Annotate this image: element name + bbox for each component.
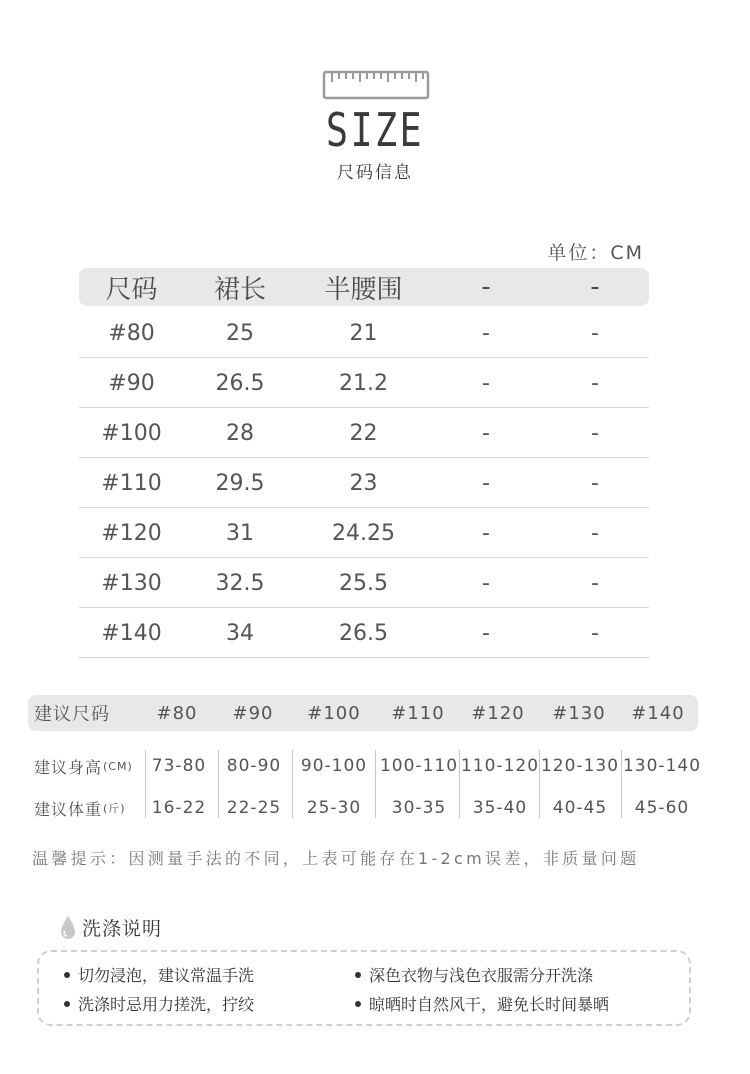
- table-cell: 21.2: [339, 371, 388, 396]
- column-divider: [375, 750, 376, 818]
- table-cell: -: [482, 321, 490, 346]
- suggestion-size: #100: [307, 702, 361, 724]
- table-cell: -: [482, 371, 490, 396]
- suggestion-size: #140: [631, 702, 685, 724]
- measurement-tip: 温馨提示：因测量手法的不同，上表可能存在1-2cm误差，非质量问题: [32, 849, 640, 868]
- size-subtitle: 尺码信息: [337, 163, 413, 183]
- table-cell: 24.25: [332, 521, 395, 546]
- table-row: [79, 558, 649, 608]
- size-title: SIZE: [325, 103, 425, 157]
- table-cell: -: [591, 371, 599, 396]
- header-cell-half-waist: 半腰围: [324, 274, 403, 305]
- height-value: 130-140: [622, 756, 702, 776]
- table-cell: 23: [349, 471, 378, 496]
- table-cell: 29.5: [215, 471, 265, 496]
- suggestion-weight-label: [34, 790, 126, 826]
- suggestion-size: #120: [471, 702, 525, 724]
- table-cell: -: [591, 471, 599, 496]
- bullet-icon: [64, 972, 70, 978]
- water-drop-icon: [60, 915, 76, 941]
- bullet-icon: [64, 1001, 70, 1007]
- unit-label: 单位：CM: [547, 242, 644, 264]
- table-cell: #130: [101, 571, 162, 596]
- washing-item-text: 晾晒时自然风干，避免长时间暴晒: [369, 995, 610, 1014]
- washing-title: [60, 914, 162, 941]
- weight-value: 16-22: [151, 798, 207, 818]
- washing-item: [355, 992, 609, 1015]
- suggestion-size: #80: [156, 702, 198, 724]
- height-value: 80-90: [226, 756, 282, 776]
- weight-value: 25-30: [306, 798, 362, 818]
- suggestion-size: #90: [232, 702, 274, 724]
- weight-value: 30-35: [391, 798, 447, 818]
- suggestion-header: [28, 695, 698, 731]
- washing-item-text: 切勿浸泡，建议常温手洗: [78, 966, 255, 985]
- washing-item-text: 深色衣物与浅色衣服需分开洗涤: [369, 966, 594, 985]
- washing-item-text: 洗涤时忌用力搓洗，拧绞: [78, 995, 255, 1014]
- weight-value: 40-45: [552, 798, 608, 818]
- column-divider: [621, 750, 622, 818]
- table-row: [79, 358, 649, 408]
- column-divider: [145, 750, 146, 818]
- table-cell: 26.5: [215, 371, 265, 396]
- table-cell: -: [591, 421, 599, 446]
- height-label-text: 建议身高: [34, 757, 103, 777]
- washing-item: [64, 963, 254, 986]
- column-divider: [292, 750, 293, 818]
- table-row: [79, 508, 649, 558]
- bullet-icon: [355, 1001, 361, 1007]
- suggestion-size: #130: [552, 702, 606, 724]
- table-cell: -: [591, 621, 599, 646]
- size-table-header: [79, 268, 649, 306]
- height-value: 120-130: [540, 756, 620, 776]
- table-cell: #110: [101, 471, 162, 496]
- header-cell-empty-1: -: [481, 272, 491, 302]
- table-cell: -: [482, 621, 490, 646]
- table-cell: 28: [226, 421, 254, 446]
- table-cell: -: [482, 421, 490, 446]
- weight-value: 35-40: [472, 798, 528, 818]
- table-row: [79, 308, 649, 358]
- height-unit: (CM): [103, 759, 133, 773]
- suggestion-size-label: 建议尺码: [34, 704, 110, 725]
- table-cell: 34: [226, 621, 254, 646]
- header-cell-skirt-length: 裙长: [213, 274, 266, 305]
- table-cell: -: [591, 571, 599, 596]
- table-cell: 32.5: [215, 571, 265, 596]
- column-divider: [459, 750, 460, 818]
- header-cell-size: 尺码: [105, 274, 158, 305]
- height-value: 100-110: [379, 756, 459, 776]
- table-cell: #80: [108, 321, 155, 346]
- height-value: 90-100: [300, 756, 368, 776]
- table-row: [79, 408, 649, 458]
- table-cell: 22: [349, 421, 378, 446]
- table-cell: 21: [349, 321, 378, 346]
- suggestion-weight-row: [28, 790, 708, 826]
- table-row: [79, 608, 649, 658]
- washing-item: [64, 992, 254, 1015]
- table-cell: #120: [101, 521, 162, 546]
- table-cell: -: [482, 571, 490, 596]
- table-cell: 31: [226, 521, 254, 546]
- washing-title-text: 洗涤说明: [82, 918, 163, 940]
- column-divider: [539, 750, 540, 818]
- header-cell-empty-2: -: [590, 272, 600, 302]
- table-cell: #140: [101, 621, 162, 646]
- table-row: [79, 458, 649, 508]
- washing-item: [355, 963, 593, 986]
- table-cell: -: [482, 471, 490, 496]
- weight-label-text: 建议体重: [34, 799, 103, 819]
- table-cell: #90: [108, 371, 155, 396]
- table-cell: 25.5: [339, 571, 388, 596]
- height-value: 73-80: [151, 756, 207, 776]
- bullet-icon: [355, 972, 361, 978]
- suggestion-size: #110: [391, 702, 445, 724]
- table-cell: #100: [101, 421, 162, 446]
- table-cell: 26.5: [339, 621, 388, 646]
- suggestion-height-label: [34, 748, 133, 784]
- table-cell: 25: [226, 321, 254, 346]
- suggestion-height-row: [28, 748, 708, 784]
- weight-value: 22-25: [226, 798, 282, 818]
- ruler-icon: [322, 70, 430, 104]
- height-value: 110-120: [460, 756, 540, 776]
- table-cell: -: [591, 521, 599, 546]
- column-divider: [218, 750, 219, 818]
- weight-unit: (斤): [103, 802, 126, 815]
- size-table: [79, 268, 649, 658]
- table-cell: -: [482, 521, 490, 546]
- weight-value: 45-60: [634, 798, 690, 818]
- table-cell: -: [591, 321, 599, 346]
